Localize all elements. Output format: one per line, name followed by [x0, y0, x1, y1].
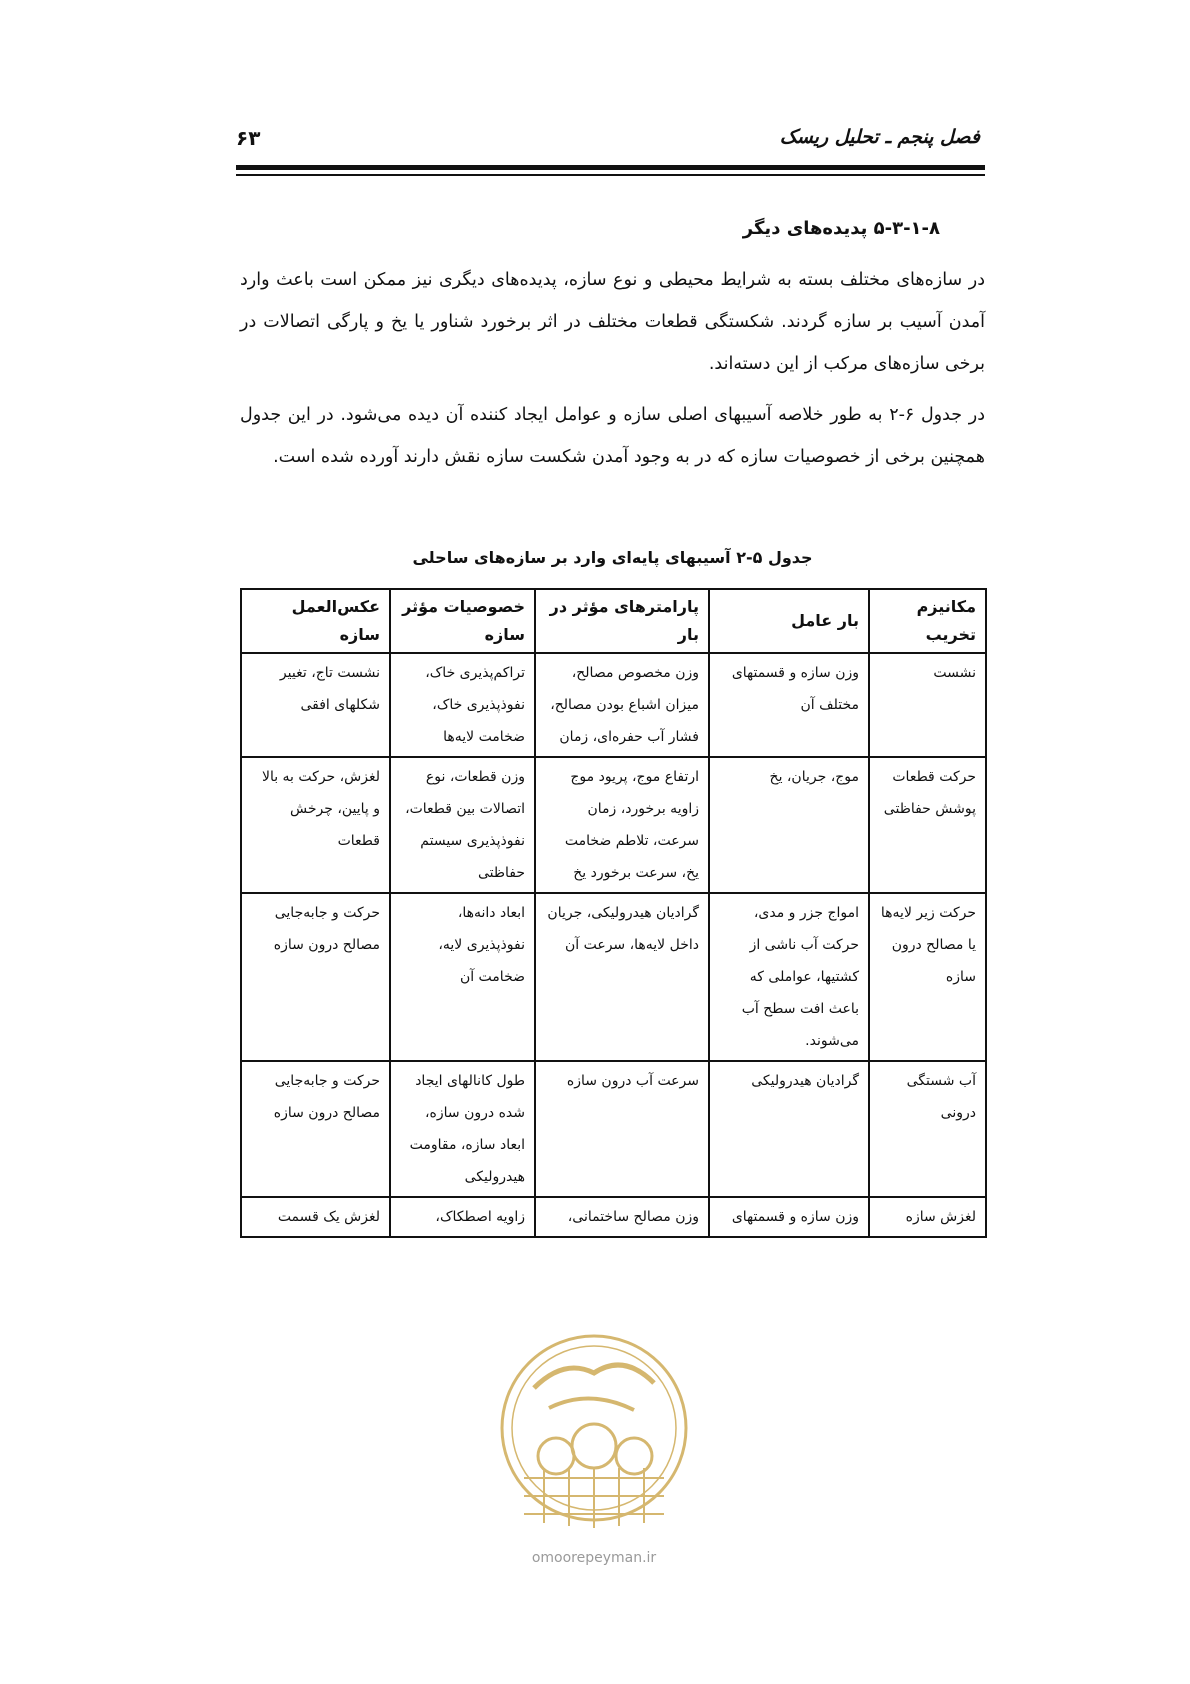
- table-cell: حرکت و جابه‌جایی مصالح درون سازه: [241, 893, 390, 1061]
- table-cell: وزن سازه و قسمتهای: [709, 1197, 869, 1237]
- table-cell: گرادیان هیدرولیکی، جریان داخل لایه‌ها، سرعت آن: [535, 893, 709, 1061]
- table-cell: گرادیان هیدرولیکی: [709, 1061, 869, 1197]
- table-cell: ارتفاع موج، پریود موج زاویه برخورد، زمان سرعت، تلاطم ضخامت یخ، سرعت برخورد یخ: [535, 757, 709, 893]
- paragraph-1: در سازه‌های مختلف بسته به شرایط محیطی و نوع سازه، پدیده‌های دیگری نیز ممکن است باعث وارد آمدن آسیب بر سازه گردند. شکستگی قطعات مختلف در اثر برخورد شناور یا یخ و پارگی اتصالات در برخی سازه‌های مرکب از این دسته‌اند.: [240, 270, 985, 374]
- damage-table: [240, 588, 987, 1238]
- table-cell: سرعت آب درون سازه: [535, 1061, 709, 1197]
- table-cell: طول کانالهای ایجاد شده درون سازه، ابعاد سازه، مقاومت هیدرولیکی: [390, 1061, 535, 1197]
- table-cell: آب شستگی درونی: [869, 1061, 986, 1197]
- table-row: [241, 893, 986, 1061]
- chapter-title: فصل پنجم ـ تحلیل ریسک: [779, 126, 980, 148]
- table-cell: حرکت و جابه‌جایی مصالح درون سازه: [241, 1061, 390, 1197]
- table-cell: نشست: [869, 653, 986, 757]
- paragraph-2: در جدول ۶-۲ به طور خلاصه آسیبهای اصلی سازه و عوامل ایجاد کننده آن دیده می‌شود. در این جدول همچنین برخی از خصوصیات سازه که در به وجود آمدن شکست سازه نقش دارند آورده شده است.: [240, 405, 985, 467]
- table-cell: لغزش سازه: [869, 1197, 986, 1237]
- table-header-cell: خصوصیات مؤثر سازه: [390, 589, 535, 653]
- table-header-row: [241, 589, 986, 653]
- table-cell: نشست تاج، تغییر شکلهای افقی: [241, 653, 390, 757]
- header-rule-thin: [236, 174, 985, 176]
- table-header-cell: بار عامل: [709, 589, 869, 653]
- header-rule-thick: [236, 165, 985, 170]
- table-cell: وزن سازه و قسمتهای مختلف آن: [709, 653, 869, 757]
- table-cell: لغزش، حرکت به بالا و پایین، چرخش قطعات: [241, 757, 390, 893]
- table-row: [241, 757, 986, 893]
- table-cell: تراکم‌پذیری خاک، نفوذپذیری خاک، ضخامت لایه‌ها: [390, 653, 535, 757]
- table-header-cell: مکانیزم تخریب: [869, 589, 986, 653]
- table-header-cell: عکس‌العمل سازه: [241, 589, 390, 653]
- page-number: ۶۳: [236, 126, 261, 150]
- table-header-cell: پارامترهای مؤثر در بار: [535, 589, 709, 653]
- table-cell: ابعاد دانه‌ها، نفوذپذیری لایه، ضخامت آن: [390, 893, 535, 1061]
- table-row: [241, 1197, 986, 1237]
- watermark-site: omoorepeyman.ir: [531, 1550, 657, 1566]
- table-cell: حرکت زیر لایه‌ها یا مصالح درون سازه: [869, 893, 986, 1061]
- table-cell: زاویه اصطکاک،: [390, 1197, 535, 1237]
- table-cell: امواج جزر و مدی، حرکت آب ناشی از کشتیها، عواملی که باعث افت سطح آب می‌شوند.: [709, 893, 869, 1061]
- table-cell: لغزش یک قسمت: [241, 1197, 390, 1237]
- table-cell: وزن قطعات، نوع اتصالات بین قطعات، نفوذپذیری سیستم حفاظتی: [390, 757, 535, 893]
- table-cell: حرکت قطعات پوشش حفاظتی: [869, 757, 986, 893]
- table-cell: وزن مخصوص مصالح، میزان اشباع بودن مصالح، فشار آب حفره‌ای، زمان: [535, 653, 709, 757]
- table-row: [241, 653, 986, 757]
- table-cell: وزن مصالح ساختمانی،: [535, 1197, 709, 1237]
- table-caption: جدول ۵-۲ آسیبهای پایه‌ای وارد بر سازه‌های ساحلی: [412, 548, 813, 567]
- table-cell: موج، جریان، یخ: [709, 757, 869, 893]
- seal-logo-icon: [494, 1328, 694, 1538]
- section-heading: ۵-۳-۱-۸ پدیده‌های دیگر: [742, 218, 940, 239]
- table-row: [241, 1061, 986, 1197]
